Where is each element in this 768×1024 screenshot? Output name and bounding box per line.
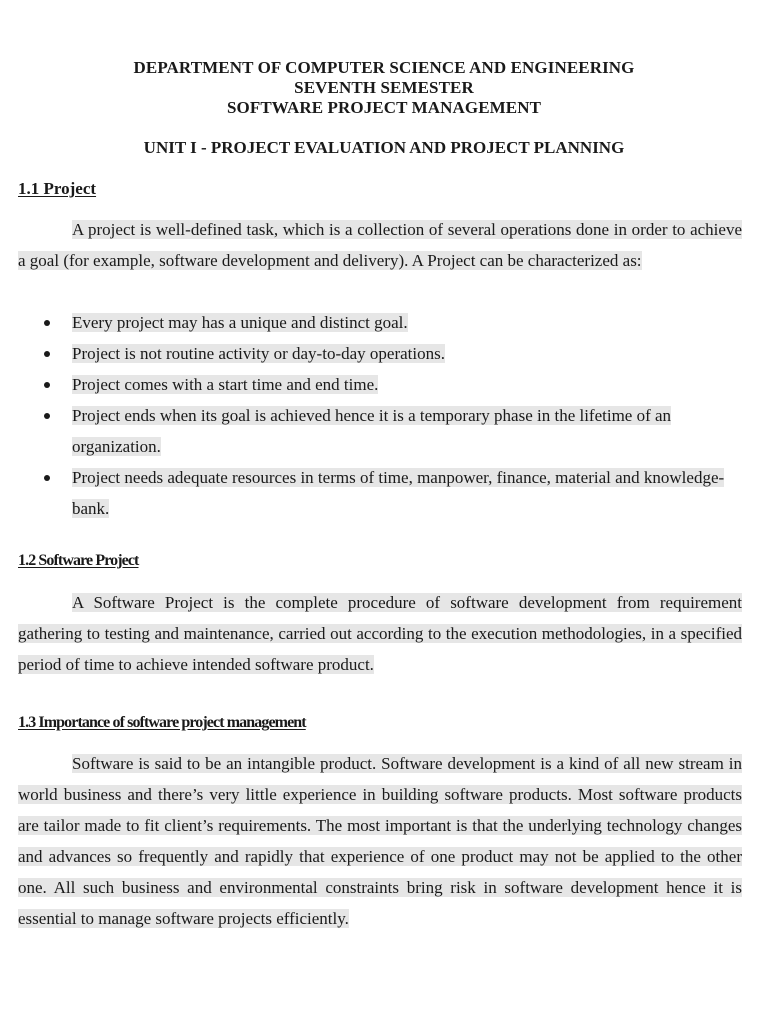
- bullet-icon: [44, 382, 50, 388]
- list-item-text: Project is not routine activity or day-to-day operations.: [72, 344, 445, 363]
- bullet-icon: [44, 320, 50, 326]
- list-item-text: Project comes with a start time and end time.: [72, 375, 379, 394]
- department-title: DEPARTMENT OF COMPUTER SCIENCE AND ENGINEERING: [133, 58, 635, 77]
- paragraph-text: A Software Project is the complete procedure of software development from requirement gathering to testing and maintenance, carried out according to the execution methodologies, in a specified period of time to achieve intended software product.: [18, 593, 742, 674]
- section-heading-project: 1.1 Project: [18, 179, 97, 198]
- list-item: [18, 338, 748, 369]
- list-item-text: Every project may has a unique and distinct goal.: [72, 313, 408, 332]
- semester-title: SEVENTH SEMESTER: [294, 78, 474, 97]
- section-heading-importance: 1.3 Importance of software project management: [18, 714, 306, 731]
- bullet-icon: [44, 475, 50, 481]
- list-item-text: Project needs adequate resources in terms of time, manpower, finance, material and knowledge-bank.: [72, 468, 725, 518]
- section-heading-software-project: 1.2 Software Project: [18, 552, 139, 569]
- paragraph-text: A project is well-defined task, which is a collection of several operations done in order to achieve a goal (for example, software development and delivery). A Project can be characterized as:: [18, 220, 742, 270]
- list-item: [18, 462, 748, 524]
- bullet-icon: [44, 413, 50, 419]
- section-paragraph-software-project: [18, 587, 742, 680]
- list-item: [18, 369, 748, 400]
- project-characteristics-list: [18, 307, 748, 524]
- list-item: [18, 400, 748, 462]
- list-item: [18, 307, 748, 338]
- section-paragraph-importance: [18, 748, 742, 934]
- course-title: SOFTWARE PROJECT MANAGEMENT: [226, 98, 542, 117]
- bullet-icon: [44, 351, 50, 357]
- paragraph-text: Software is said to be an intangible product. Software development is a kind of all new stream in world business and there’s very little experience in building software products. Most software products are tailor made to fit client’s requirements. The most important is that the underlying technology changes and advances so frequently and rapidly that experience of one product may not be applied to the other one. All such business and environmental constraints bring risk in software development hence it is essential to manage software projects efficiently.: [18, 754, 742, 928]
- unit-title: UNIT I - PROJECT EVALUATION AND PROJECT PLANNING: [143, 138, 625, 157]
- section-paragraph-project: [18, 214, 742, 276]
- document-header: [0, 58, 768, 118]
- list-item-text: Project ends when its goal is achieved hence it is a temporary phase in the lifetime of an organization.: [72, 406, 672, 456]
